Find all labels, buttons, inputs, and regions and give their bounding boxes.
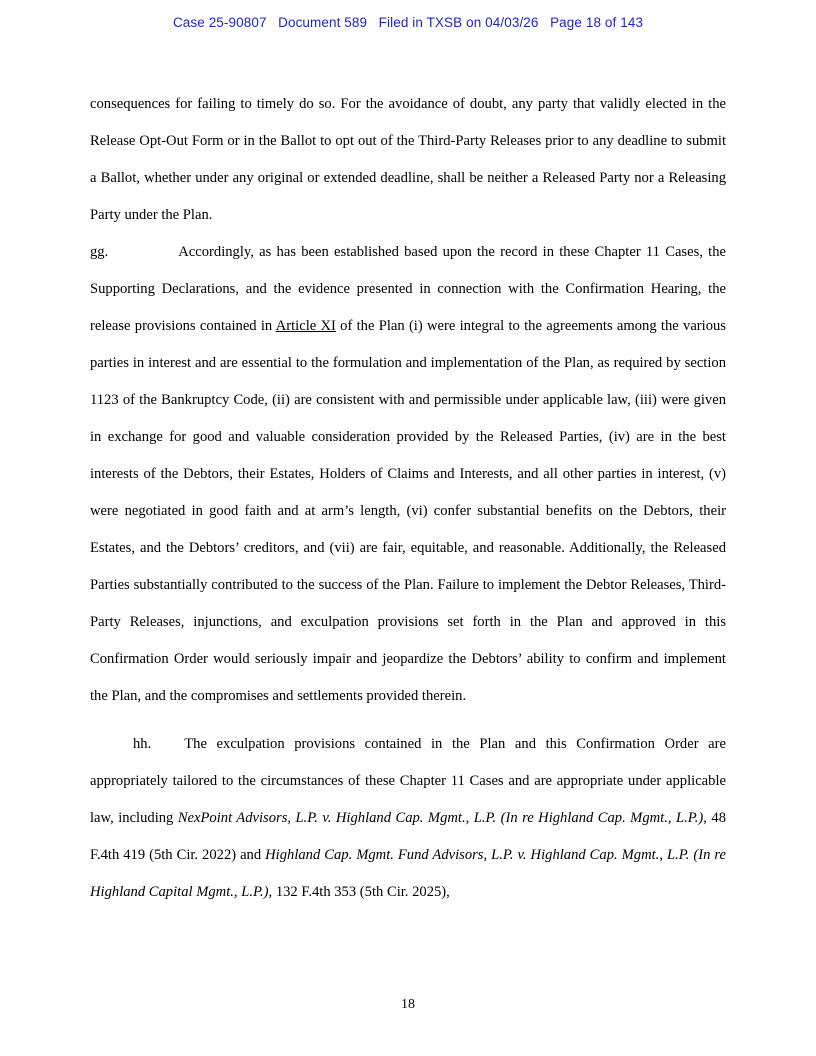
text-run: Accordingly, as has been established based upon the record in these Chapter 11 Cases, the Supporting Declarations, and the evidence presented in connection with the Confirmation Hearing, the release provisions contained in <box>90 244 726 334</box>
text-run: The exculpation provisions contained in the Plan and this Confirmation Order are appropriately tailored to the circumstances of these Chapter 11 Cases and are appropriate under applicable law, including <box>90 736 726 826</box>
case-stamp-header: Case 25-90807 Document 589 Filed in TXSB on 04/03/26 Page 18 of 143 <box>172 15 644 30</box>
paragraph-label: hh. <box>133 736 152 752</box>
paragraph-continuation <box>90 86 726 234</box>
body-text <box>90 86 726 911</box>
text-run: NexPoint Advisors, L.P. v. Highland Cap. Mgmt., L.P. (In re Highland Cap. Mgmt., L.P.) <box>177 810 704 826</box>
text-run: Article XI <box>275 318 336 334</box>
text-run: of the Plan (i) were integral to the agreements among the various parties in interest and are essential to the formulation and implementation of the Plan, as required by section 1123 of the Bankruptcy Code, (ii) are consistent with and permissible under applicable law, (iii) were given in exchange for good and valuable consideration provided by the Released Parties, (iv) are in the best interests of the Debtors, their Estates, Holders of Claims and Interests, and all other parties in interest, (v) were negotiated in good faith and at arm’s length, (vi) confer substantial benefits on the Debtors, their Estates, and the Debtors’ creditors, and (vii) are fair, equitable, and reasonable. Additionally, the Released Parties substantially contributed to the success of the Plan. Failure to implement the Debtor Releases, Third-Party Releases, injunctions, and exculpation provisions set forth in the Plan and approved in this Confirmation Order would seriously impair and jeopardize the Debtors’ ability to confirm and implement the Plan, and the compromises and settlements provided therein. <box>90 318 726 704</box>
paragraph-gg <box>90 234 726 715</box>
tab-space <box>151 747 184 748</box>
text-run: consequences for failing to timely do so. For the avoidance of doubt, any party that validly elected in the Release Opt-Out Form or in the Ballot to opt out of the Third-Party Releases prior to any deadline to submit a Ballot, whether under any original or extended deadline, shall be neither a Released Party nor a Releasing Party under the Plan. <box>90 96 726 223</box>
paragraph-label: gg. <box>90 244 109 260</box>
page-number: 18 <box>401 997 415 1012</box>
text-run: , 48 F.4th 419 (5th Cir. 2022) and <box>90 810 726 863</box>
paragraph-hh <box>90 726 726 911</box>
text-run: , 132 F.4th 353 (5th Cir. 2025), <box>268 884 450 900</box>
tab-space <box>108 255 178 256</box>
text-run: Highland Cap. Mgmt. Fund Advisors, L.P. v. Highland Cap. Mgmt., L.P. (In re Highland Capital Mgmt., L.P.) <box>90 847 726 900</box>
